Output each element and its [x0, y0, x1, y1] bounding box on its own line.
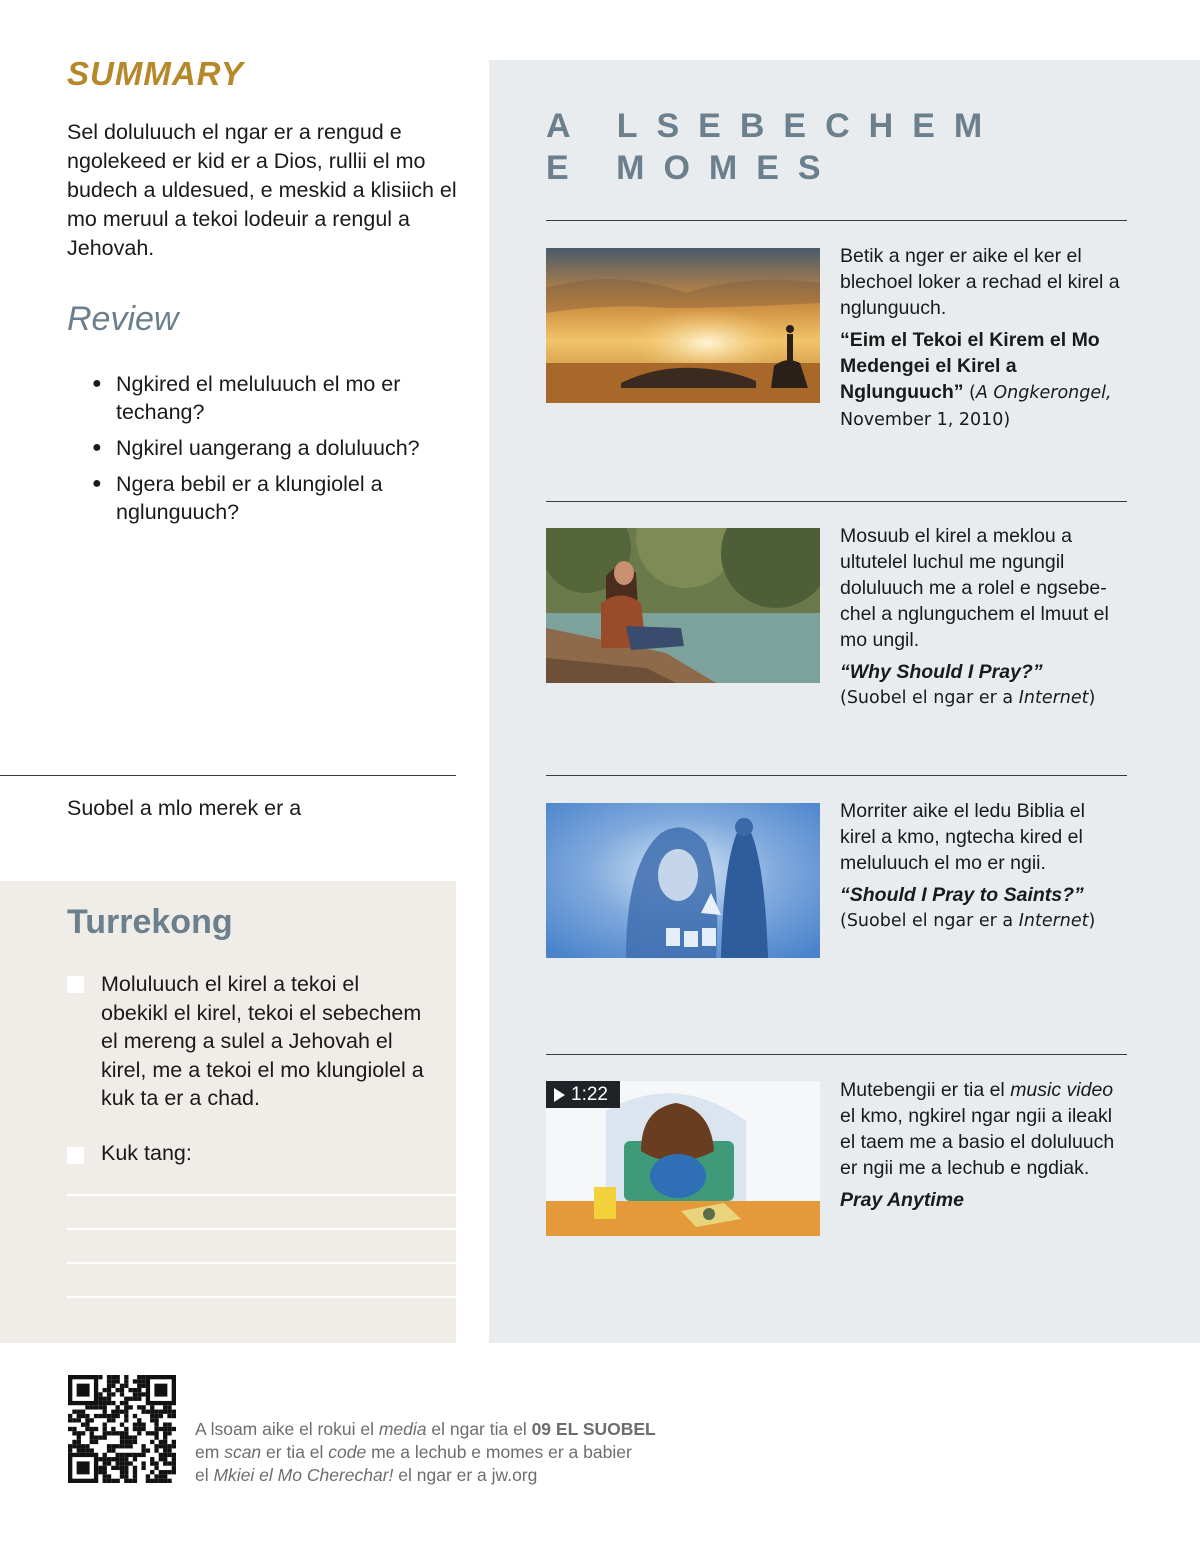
- write-in-line[interactable]: [67, 1262, 456, 1264]
- summary-heading: SUMMARY: [67, 55, 244, 92]
- summary-text: Sel doluluuch el ngar er a rengud e ngolekeed er kid er a Dios, rullii el mo budech a uldesued, e meskid a klisiich el mo meruul a tekoi lodeuir a rengul a Jehovah.: [67, 120, 457, 260]
- praying-to-statue-image[interactable]: [546, 803, 820, 958]
- review-item-text: Ngkired el meluluuch el mo er techang?: [116, 372, 401, 424]
- footer-fragment: em: [195, 1442, 225, 1462]
- footer-fragment: el: [195, 1465, 214, 1485]
- resource-link[interactable]: “Why Should I Pray?”: [840, 661, 1043, 683]
- qr-code[interactable]: [67, 1375, 177, 1483]
- write-in-line[interactable]: [67, 1296, 456, 1298]
- resource-description: [840, 1077, 1125, 1181]
- resource-description: Betik a nger er aike el ker el blechoel loker a rechad el kirel a nglunguuch.: [840, 245, 1120, 319]
- description-italic: music video: [1010, 1079, 1114, 1101]
- more-heading-line: A LSEBECHEM: [546, 107, 1002, 145]
- play-icon[interactable]: [554, 1088, 565, 1102]
- divider: [546, 220, 1127, 221]
- resource-link[interactable]: [840, 327, 1125, 433]
- resource-source: [840, 908, 1125, 934]
- source-prefix: (Suobel el ngar er a: [840, 911, 1019, 931]
- footer-line: [195, 1441, 715, 1464]
- footer-line: [195, 1418, 715, 1441]
- source-date: November 1, 2010): [840, 410, 1011, 430]
- resource-source: [840, 685, 1125, 711]
- description-part: Mutebengii er tia el: [840, 1079, 1011, 1101]
- bullet-icon: ●: [92, 439, 102, 456]
- turrekong-heading: Turrekong: [67, 903, 233, 941]
- resource-card: [840, 798, 1125, 934]
- divider: [546, 1054, 1127, 1055]
- resource-card: [840, 523, 1125, 711]
- review-item-text: Ngkirel uangerang a doluluuch?: [116, 436, 420, 460]
- divider: [546, 775, 1127, 776]
- sunset-image[interactable]: [546, 248, 820, 403]
- footer-note: [195, 1418, 715, 1487]
- source-medium: Internet: [1018, 688, 1089, 708]
- source-prefix: (: [963, 383, 976, 403]
- task-checkbox[interactable]: [67, 1147, 84, 1164]
- write-in-line[interactable]: [67, 1228, 456, 1230]
- review-item: [92, 434, 452, 462]
- footer-fragment: scan: [224, 1442, 262, 1462]
- divider: [0, 775, 456, 776]
- footer-fragment: er tia el: [261, 1442, 329, 1462]
- footer-fragment: 09 EL SUOBEL: [531, 1419, 656, 1439]
- resource-link-title[interactable]: “Eim el Tekoi el Kirem el Mo Medengei el Kirel a Nglunguuch”: [840, 329, 1100, 403]
- mlo-merek-text: Suobel a mlo merek er a: [67, 796, 302, 820]
- footer-fragment: el ngar tia el: [426, 1419, 532, 1439]
- review-heading: Review: [67, 300, 179, 338]
- footer-fragment: Mkiei el Mo Cherechar!: [213, 1465, 394, 1485]
- footer-fragment: media: [378, 1419, 427, 1439]
- review-item-text: Ngera bebil er a klungiolel a nglunguuch?: [116, 472, 383, 524]
- video-duration: 1:22: [571, 1084, 608, 1105]
- source-suffix: ): [1088, 688, 1096, 708]
- resource-card: [840, 243, 1125, 433]
- resource-description: Morriter aike el ledu Biblia el kirel a kmo, ngtecha kired el meluluuch el mo er ngii.: [840, 800, 1085, 874]
- description-part: el kmo, ngkirel ngar ngii a ileakl el taem me a basio el doluluuch er ngii me a lechub e ngdiak.: [840, 1105, 1115, 1179]
- task-checkbox[interactable]: [67, 976, 84, 993]
- footer-fragment: code: [328, 1442, 367, 1462]
- review-list: [92, 370, 452, 534]
- bullet-icon: ●: [92, 475, 102, 492]
- source-suffix: ): [1088, 911, 1096, 931]
- write-in-line[interactable]: [67, 1194, 456, 1196]
- bullet-icon: ●: [92, 375, 102, 392]
- resource-link[interactable]: “Should I Pray to Saints?”: [840, 884, 1084, 906]
- more-heading: [546, 105, 1001, 189]
- review-item: [92, 470, 452, 526]
- woman-praying-image[interactable]: [546, 528, 820, 683]
- source-prefix: (Suobel el ngar er a: [840, 688, 1019, 708]
- task-text: Kuk tang:: [101, 1141, 192, 1165]
- video-duration-badge[interactable]: [546, 1081, 620, 1108]
- more-heading-line: E MOMES: [546, 149, 840, 187]
- resource-description: Mosuub el kirel a meklou a ultutelel luchul me ngungil doluluuch me a rolel e ngsebechel a nglunguchem el lmuut el mo ungil.: [840, 525, 1109, 651]
- footer-fragment: me a lechub e momes er a babier: [366, 1442, 632, 1462]
- review-item: [92, 370, 452, 426]
- source-publication: A Ongkerongel,: [975, 383, 1112, 403]
- resource-card: [840, 1077, 1125, 1213]
- footer-fragment: el ngar er a jw.org: [393, 1465, 538, 1485]
- task-text: Moluluuch el kirel a tekoi el obekikl el kirel, tekoi el sebechem el mereng a sulel a Jehovah el kirel, me a tekoi el mo klungiolel a kuk ta er a chad.: [101, 972, 424, 1110]
- resource-link[interactable]: Pray Anytime: [840, 1189, 964, 1211]
- source-medium: Internet: [1018, 911, 1089, 931]
- footer-fragment: A lsoam aike el rokui el: [195, 1419, 379, 1439]
- divider: [546, 501, 1127, 502]
- footer-line: [195, 1464, 715, 1487]
